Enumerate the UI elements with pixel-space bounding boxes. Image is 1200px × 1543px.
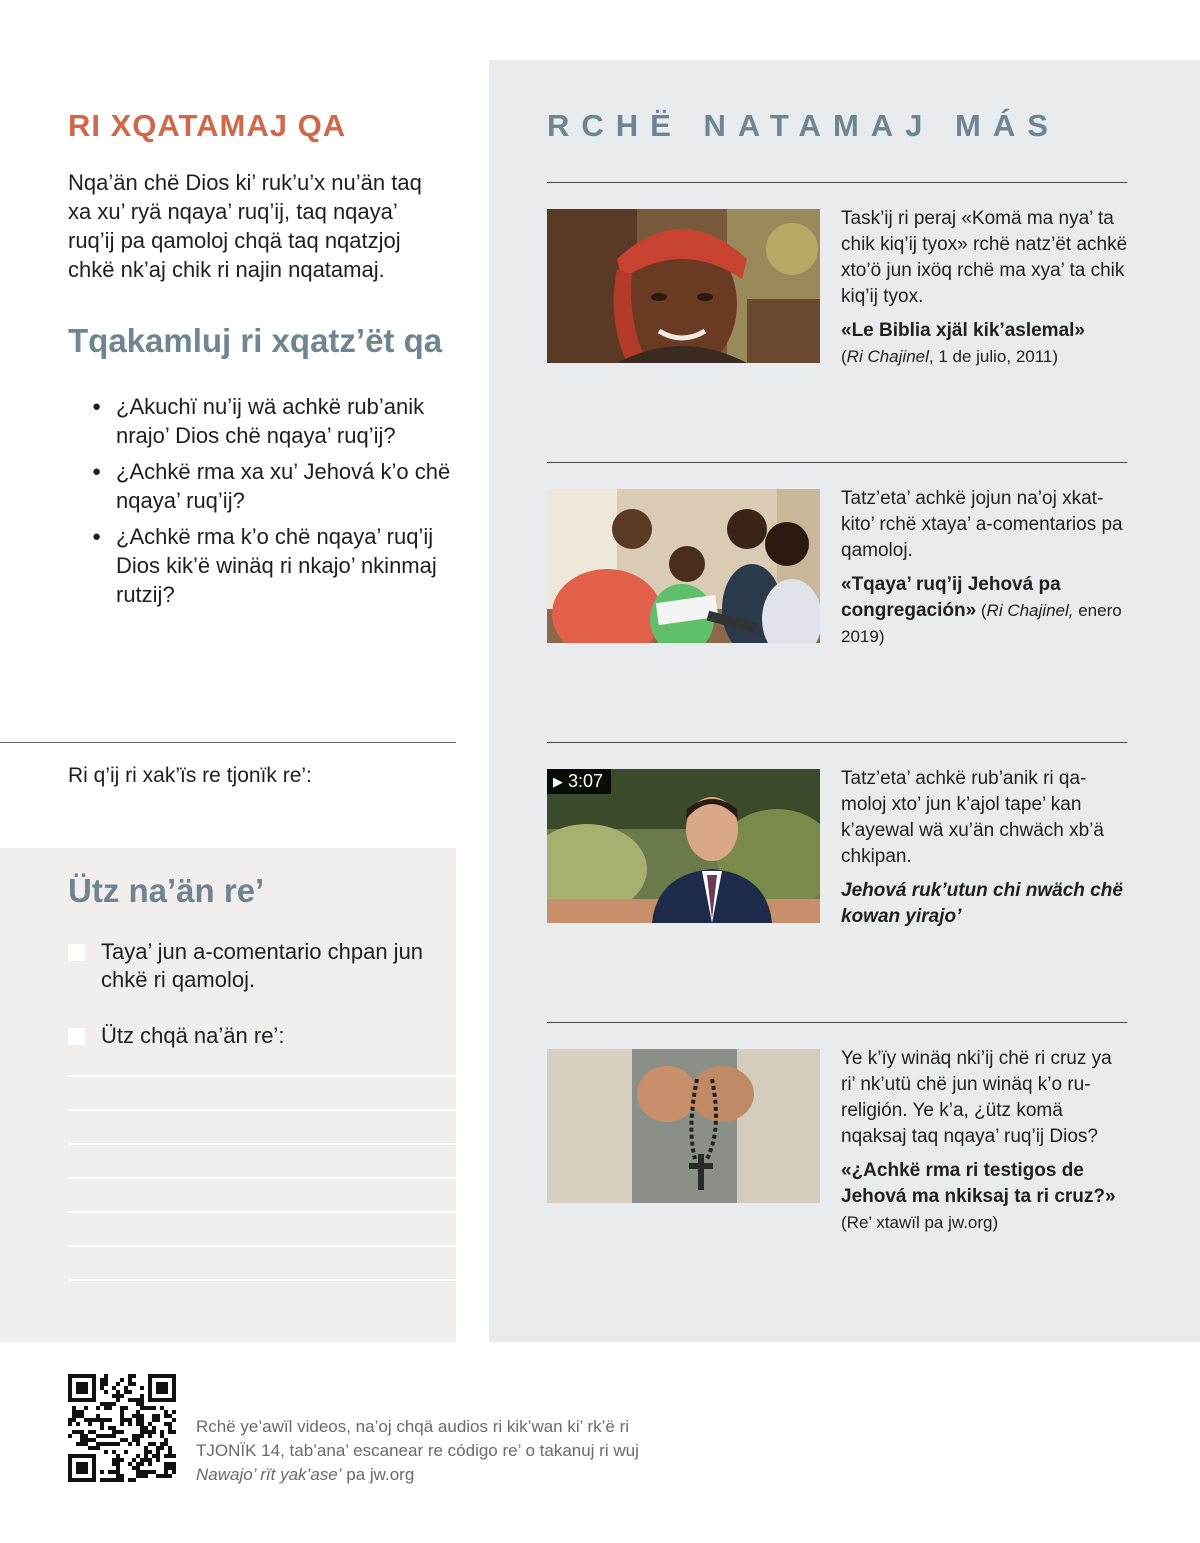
source-publication: Ri Chajinel, — [986, 601, 1074, 620]
review-question: ● ¿Achkë rma k’o chë nqaya’ ruq’ij Dios kik’ë winäq ri nkajo’ nkinmaj rutzij? — [92, 522, 462, 609]
resource-source: (Re’ xtawïl pa jw.org) — [841, 1213, 999, 1232]
divider — [547, 182, 1127, 183]
source-date: enero 2019) — [841, 601, 1122, 646]
writing-line[interactable] — [68, 1211, 456, 1213]
footer-instructions — [196, 1415, 656, 1487]
learn-more-heading: RCHË NATAMAJ MÁS — [547, 108, 1060, 143]
todo-heading: Ütz na’än re’ — [68, 872, 265, 909]
todo-box — [0, 848, 456, 1342]
source-date: , 1 de julio, 2011) — [928, 347, 1059, 366]
resource-title-link[interactable]: Jehová ruk’utun chi nwäch chë kowan yirajo’ — [841, 880, 1123, 927]
footer-text-b: pa jw.org — [341, 1465, 415, 1484]
resource-title-link[interactable]: «¿Achkë rma ri testigos de Jehová ma nkiksaj ta ri cruz?» — [841, 1160, 1116, 1207]
todo-item-comment — [68, 938, 438, 994]
summary-heading: RI XQATAMAJ QA — [68, 108, 347, 143]
review-heading: Tqakamluj ri xqatz’ët qa — [68, 322, 443, 359]
resource-item-4 — [841, 1046, 1131, 1236]
divider — [547, 462, 1127, 463]
checkbox[interactable] — [68, 1028, 85, 1045]
resource-item-2 — [841, 486, 1131, 650]
summary-text: Nqa’än chë Dios ki’ ruk’u’x nu’än taq xa xu’ ryä nqaya’ ruq’ij, taq nqaya’ ruq’ij pa qamoloj chqä taq nqatzjoj chkë nk’aj chik ri najin nqatamaj. — [68, 170, 422, 282]
writing-line[interactable] — [68, 1143, 456, 1145]
resource-item-3 — [841, 766, 1131, 930]
family-study-photo[interactable] — [547, 489, 820, 643]
footer-text-a: Rchë ye’awïl videos, na’oj chqä audios ri kik’wan ki’ rk’ë ri TJONÏK 14, tab’ana’ escanear re código re’ o takanuj ri wuj — [196, 1417, 639, 1460]
learn-more-panel — [489, 60, 1200, 1342]
footer-book-title: Nawajo’ rït yak’ase’ — [196, 1465, 342, 1484]
writing-line[interactable] — [68, 1245, 456, 1247]
resource-description: Tatz’eta’ achkë rub’anik ri qa-moloj xto’ jun k’ajol tape’ kan k’ayewal wä xu’än chwäch xb’ä chkipan. — [841, 768, 1104, 867]
review-question: ● ¿Achkë rma xa xu’ Jehová k’o chë nqaya’ ruq’ij? — [92, 457, 462, 515]
resource-description: Task’ij ri peraj «Komä ma nya’ ta chik kiq’ij tyox» rchë natz’ët achkë xto’ö jun ixöq rchë ma xya’ ta chik kiq’ij tyox. — [841, 208, 1128, 307]
todo-item-label: Taya’ jun a-comentario chpan jun chkë ri qamoloj. — [101, 939, 424, 992]
todo-item-other — [68, 1022, 438, 1050]
source-publication: Ri Chajinel — [846, 347, 929, 366]
source-paren: ( — [976, 601, 987, 620]
video-duration: 3:07 — [568, 771, 604, 791]
young-man-video-thumbnail[interactable] — [547, 769, 820, 923]
smiling-woman-photo[interactable] — [547, 209, 820, 363]
resource-title-link[interactable]: «Le Biblia xjäl kik’aslemal» — [841, 320, 1085, 341]
date-completed-label: Ri q’ij ri xak’ïs re tjonïk re’: — [68, 764, 312, 787]
resource-description: Ye k’ïy winäq nki’ij chë ri cruz ya ri’ nk’utü chë jun winäq k’o ru-religión. Ye k’a, ¿ütz komä nqaksaj taq nqaya’ ruq’ij Dios? — [841, 1048, 1112, 1147]
resource-description: Tatz’eta’ achkë jojun na’oj xkat-kito’ rchë xtaya’ a-comentarios pa qamoloj. — [841, 488, 1123, 561]
divider — [0, 742, 456, 743]
resource-title-link — [841, 572, 1131, 650]
review-questions — [92, 392, 462, 616]
source-paren: ( — [841, 347, 847, 366]
divider — [547, 1022, 1127, 1023]
video-duration-badge — [547, 769, 611, 794]
resource-title[interactable]: «Tqaya’ ruq’ij Jehová pa congregación» — [841, 574, 1061, 621]
writing-line[interactable] — [68, 1177, 456, 1179]
rosary-hands-photo[interactable] — [547, 1049, 820, 1203]
divider — [547, 742, 1127, 743]
resource-item-1 — [841, 206, 1131, 370]
writing-line[interactable] — [68, 1279, 456, 1281]
qr-code[interactable] — [68, 1374, 176, 1482]
resource-source — [841, 344, 1131, 370]
play-icon: ▶ — [553, 773, 563, 789]
review-question: ● ¿Akuchï nu’ij wä achkë rub’anik nrajo’ Dios chë nqaya’ ruq’ij? — [92, 392, 462, 450]
checkbox[interactable] — [68, 944, 85, 961]
todo-item-label: Ütz chqä na’än re’: — [101, 1023, 285, 1048]
writing-line[interactable] — [68, 1109, 456, 1111]
writing-line[interactable] — [68, 1075, 456, 1077]
